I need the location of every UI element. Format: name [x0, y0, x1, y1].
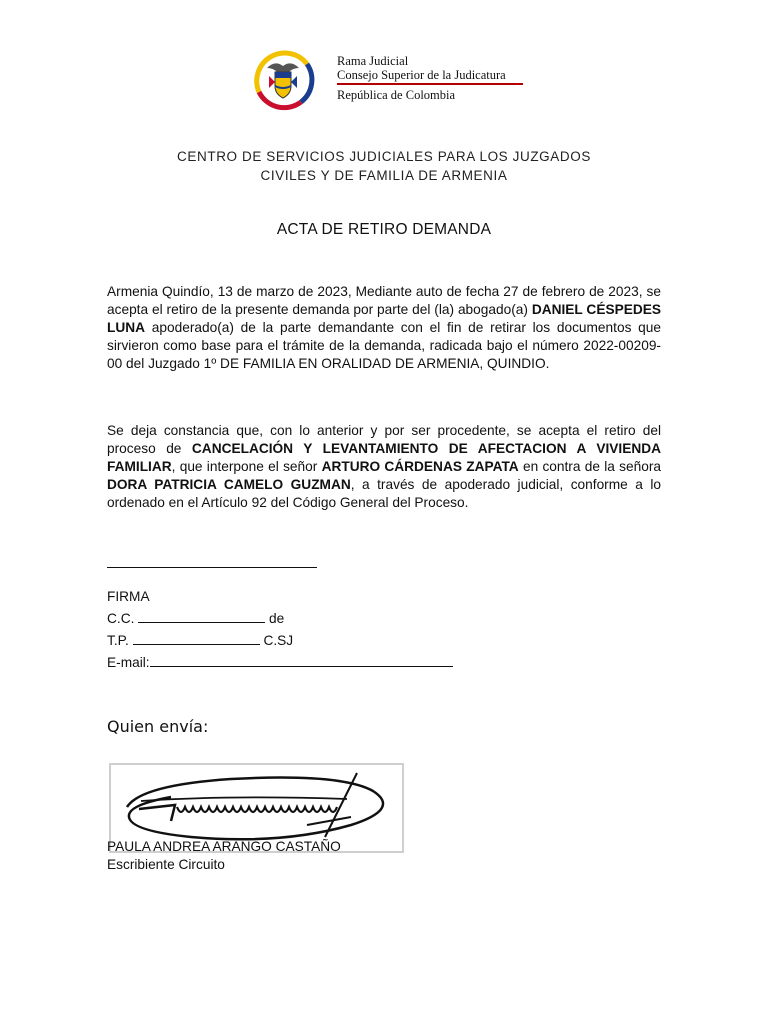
header-logo [249, 48, 529, 114]
paragraph-1 [107, 283, 661, 373]
email-blank [150, 655, 453, 667]
tp-field [107, 633, 293, 648]
signer-role: Escribiente Circuito [107, 857, 225, 872]
org-line-consejo: Consejo Superior de la Judicatura [337, 68, 506, 82]
p2-text-a: Se deja constancia que, con lo anterior y por ser procedente, se acepta el retiro del proceso de [107, 423, 661, 456]
p2-text-c: en contra de la señora [518, 459, 662, 474]
process-name: CANCELACIÓN Y LEVANTAMIENTO DE AFECTACION A VIVIENDA FAMILIAR [107, 441, 661, 474]
email-label: E-mail: [107, 655, 150, 670]
cc-label: C.C. [107, 611, 135, 626]
colombia-coat-of-arms-icon [249, 48, 317, 114]
p2-text-d: , a través de apoderado judicial, conforme a lo ordenado en el Artículo 92 del Código General del Proceso. [107, 477, 661, 510]
cc-suffix: de [269, 611, 285, 626]
document-title: ACTA DE RETIRO DEMANDA [276, 221, 492, 238]
defendant-name: DORA PATRICIA CAMELO GUZMAN [107, 477, 351, 492]
sender-label: Quien envía: [107, 717, 209, 736]
cc-blank [138, 611, 265, 623]
tp-suffix: C.SJ [263, 633, 294, 648]
tp-blank [133, 633, 260, 645]
org-line-rama: Rama Judicial [337, 54, 409, 68]
tp-label: T.P. [107, 633, 129, 648]
center-heading-line2: CIVILES Y DE FAMILIA DE ARMENIA [260, 168, 508, 183]
paragraph-2 [107, 422, 661, 512]
cc-field [107, 611, 284, 626]
org-divider [337, 83, 523, 85]
p2-text-b: , que interpone el señor [171, 459, 322, 474]
center-heading-line1: CENTRO DE SERVICIOS JUDICIALES PARA LOS JUZGADOS [177, 149, 591, 164]
signer-block [107, 838, 341, 874]
email-field [107, 655, 453, 670]
signer-name: PAULA ANDREA ARANGO CASTAÑO [107, 839, 341, 854]
plaintiff-name: ARTURO CÁRDENAS ZAPATA [321, 459, 519, 474]
lawyer-name: DANIEL CÉSPEDES LUNA [107, 302, 661, 335]
signature-line [107, 567, 317, 568]
p1-text-b: apoderado(a) de la parte demandante con el fin de retirar los documentos que sirvieron como base para el trámite de la demanda, radicada bajo el número 2022-00209-00 del Juzgado 1º DE FAMILIA EN ORALIDAD DE ARMENIA, QUINDIO. [107, 320, 661, 371]
org-name-block [337, 54, 523, 102]
org-line-country: República de Colombia [337, 88, 456, 102]
firma-label: FIRMA [107, 589, 150, 604]
p1-text-a: Armenia Quindío, 13 de marzo de 2023, Mediante auto de fecha 27 de febrero de 2023, se acepta el retiro de la presente demanda por parte del (la) abogado(a) [107, 284, 661, 317]
